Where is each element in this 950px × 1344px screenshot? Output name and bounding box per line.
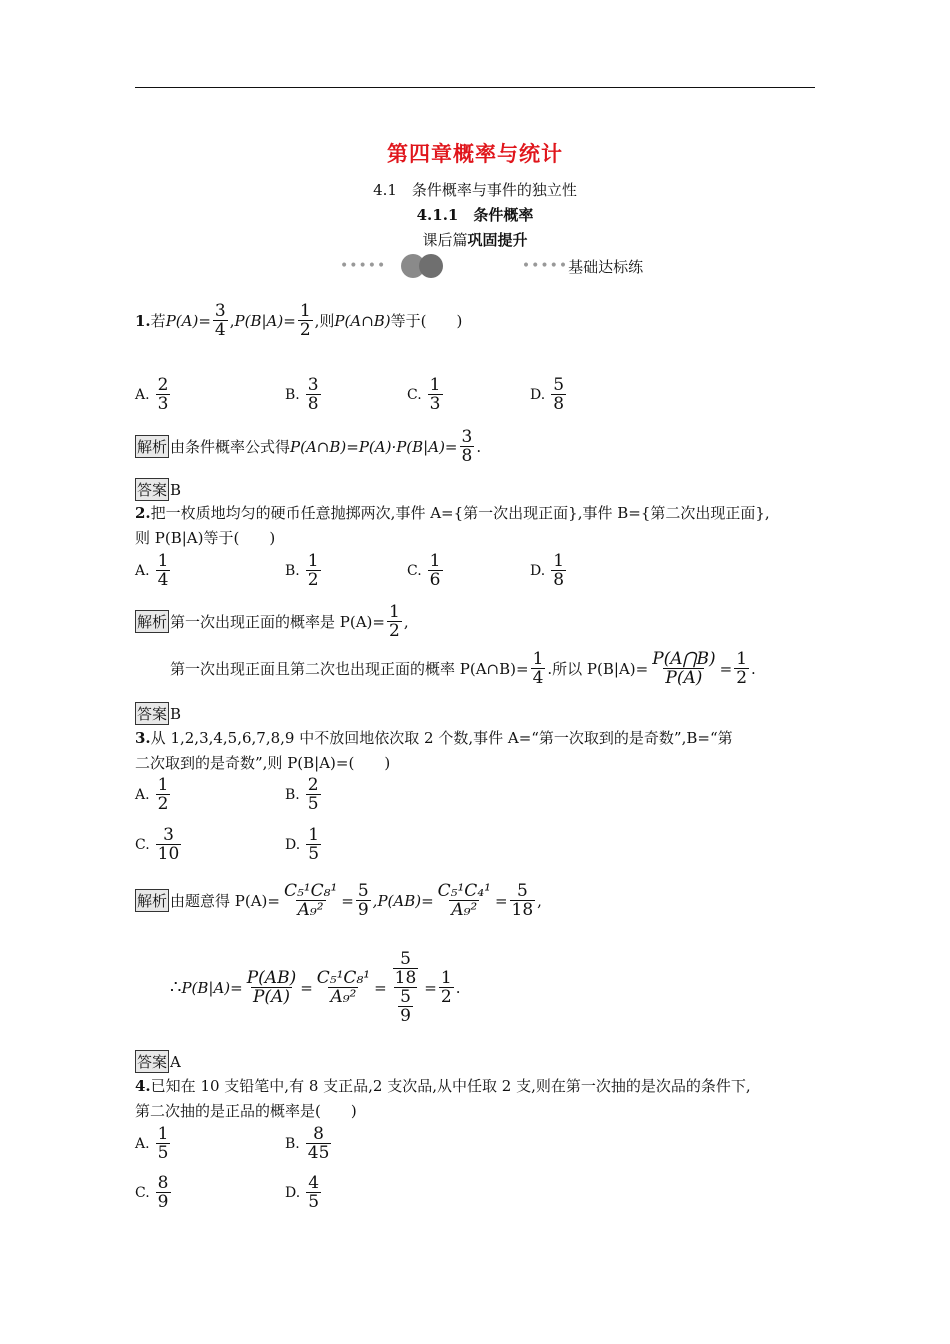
q1-option-c[interactable]: C. $\frac{1}{3}$: [407, 375, 441, 414]
q4-option-d[interactable]: D. $\frac{4}{5}$: [285, 1173, 320, 1212]
q2-option-c[interactable]: C. $\frac{1}{6}$: [407, 551, 441, 590]
q1-option-a[interactable]: A. $\frac{2}{3}$: [135, 375, 169, 414]
q3-stem-line2: 二次取到的是奇数”,则 P(B|A)=( ): [135, 754, 391, 772]
answer-tag: 答案: [135, 478, 169, 501]
q2-analysis-line2: 第一次出现正面且第二次也出现正面的概率 P(A∩B)= $\frac{1}{4}$ .所以 P(B|A)= $\frac{P(A⋂B)}{P(A)}$ = $\frac{1}{2}$ .: [170, 649, 756, 688]
q1-option-d[interactable]: D. $\frac{5}{8}$: [530, 375, 565, 414]
answer-tag: 答案: [135, 702, 169, 725]
q2-answer-value: B: [170, 704, 182, 723]
q4-stem-line2: 第二次抽的是正品的概率是( ): [135, 1102, 357, 1120]
q3-analysis-line2: ∴ P(B|A)= $\frac{P(AB)}{P(A)}$ = $\frac{\text{C₅¹C₈¹}}{\text{A₉²}}$ = $\frac{\frac{5}{18}}{\frac{5}{9}}$ = $\frac{1}{2}$ .: [170, 949, 461, 1026]
q4-option-c[interactable]: C. $\frac{8}{9}$: [135, 1173, 169, 1212]
q4-stem-line1: 4. 已知在 10 支铅笔中,有 8 支正品,2 支次品,从中任取 2 支,则在第一次抽的是次品的条件下,: [135, 1076, 751, 1095]
q1-number: 1.: [135, 311, 151, 330]
q4-number: 4.: [135, 1076, 151, 1095]
q1-eq: =: [198, 311, 211, 330]
q4-option-b[interactable]: B. $\frac{8}{45}$: [285, 1124, 330, 1163]
q1-answer: [135, 478, 181, 501]
q3-analysis: 解析 由题意得 P(A)= $\frac{\text{C₅¹C₈¹}}{\text{A₉²}}$ = $\frac{5}{9}$ ,P(AB)= $\frac{\text{C₅¹C₄¹}}{\text{A₉²}}$ = $\frac{5}{18}$ ,: [137, 881, 542, 920]
subsection-title: 4.1.1 条件概率: [416, 206, 534, 224]
chapter-title: 第四章概率与统计: [387, 141, 563, 166]
q3-stem-line1: 3. 从 1,2,3,4,5,6,7,8,9 中不放回地依次取 2 个数,事件 A=“第一次取到的是奇数”,B=“第: [135, 728, 733, 747]
top-rule: [135, 87, 815, 88]
course-bold: 巩固提升: [467, 231, 528, 249]
q2-option-d[interactable]: D. $\frac{1}{8}$: [530, 551, 565, 590]
analysis-tag: 解析: [135, 435, 169, 458]
q2-option-a[interactable]: A. $\frac{1}{4}$: [135, 551, 169, 590]
course-label: [0, 229, 950, 250]
banner-label: 基础达标练: [568, 257, 644, 276]
answer-tag: 答案: [135, 1050, 169, 1073]
q1-analysis: 解析 由条件概率公式得 P(A∩B)=P(A)·P(B|A)= $\frac{3}{8}$ .: [137, 427, 482, 466]
q1-frac2: $\frac{1}{2}$: [299, 301, 311, 340]
level-banner: [340, 252, 643, 280]
q1-pa: P(A): [165, 311, 199, 330]
q2-answer: [135, 702, 181, 725]
q1-text: 若: [150, 312, 166, 330]
bubble-icon: [397, 252, 447, 280]
q1-pba: P(B|A): [234, 311, 284, 330]
q2-number: 2.: [135, 503, 151, 522]
q1-option-b[interactable]: B. $\frac{3}{8}$: [285, 375, 319, 414]
q2-stem-line2: 则 P(B|A)等于( ): [135, 529, 276, 547]
q3-option-a[interactable]: A. $\frac{1}{2}$: [135, 775, 169, 814]
q3-answer: [135, 1050, 181, 1073]
course-prefix: 课后篇: [422, 231, 468, 249]
q3-answer-value: A: [170, 1052, 181, 1071]
dots-right-icon: •••••: [521, 258, 569, 274]
q3-option-d[interactable]: D. $\frac{1}{5}$: [285, 825, 320, 864]
analysis-tag: 解析: [135, 610, 169, 633]
q2-analysis: 解析 第一次出现正面的概率是 P(A)= $\frac{1}{2}$ ,: [137, 602, 409, 641]
analysis-tag: 解析: [135, 889, 169, 912]
q2-option-b[interactable]: B. $\frac{1}{2}$: [285, 551, 319, 590]
q3-option-c[interactable]: C. $\frac{3}{10}$: [135, 825, 180, 864]
q1-answer-value: B: [170, 480, 182, 499]
q2-stem-line1: 2. 把一枚质地均匀的硬币任意抛掷两次,事件 A={第一次出现正面},事件 B={第二次出现正面},: [135, 503, 770, 522]
section-title: 4.1 条件概率与事件的独立性: [373, 181, 577, 199]
q1-frac1: $\frac{3}{4}$: [214, 301, 226, 340]
q3-option-b[interactable]: B. $\frac{2}{5}$: [285, 775, 319, 814]
q4-option-a[interactable]: A. $\frac{1}{5}$: [135, 1124, 169, 1163]
q1-stem: 1. 若 P(A) = $\frac{3}{4}$ , P(B|A) = $\frac{1}{2}$ ,则 P(A∩B) 等于( ): [135, 301, 463, 340]
dots-left-icon: •••••: [340, 258, 387, 274]
q3-nested-frac: $\frac{\frac{5}{18}}{\frac{5}{9}}$: [394, 949, 417, 1026]
q3-number: 3.: [135, 728, 151, 747]
